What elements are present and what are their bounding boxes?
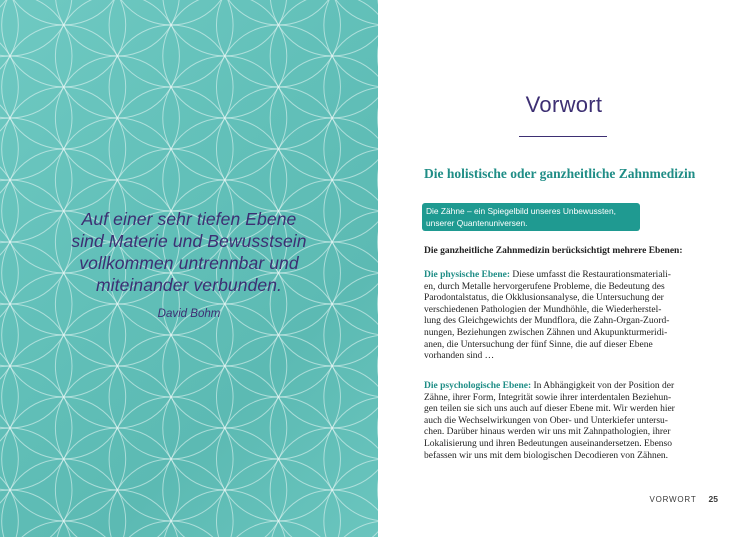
callout-box: Die Zähne – ein Spiegelbild unseres Unbewussten, unserer Quantenuniversen. [422,203,640,231]
term-physical-level: Die physische Ebene: [424,270,511,280]
footer-chapter-label: VORWORT [649,495,697,504]
right-page [378,0,750,537]
title-divider [519,136,607,137]
section-heading: Die holistische oder ganzheitliche Zahnmedizin [424,166,696,181]
paragraph-physical-text: Diese umfasst die Restaurationsmateriali- en, durch Metalle hervorgerufene Probleme, die Bedeutung des Parodontalstatus, die Okklusionsanalyse, die Untersuchung der verschiedenen Pathologien der Mundhöhle, die Wiederherstel- lung des Gleichgewichts der Mundflora, die Zahn-Organ-Zuord- nungen, Beziehungen zwischen Zähnen und Akupunkturmeridi- anen, die Untersuchung der fünf Sinne, die auf dieser Ebene vorhanden sind … [424,270,671,362]
chapter-title: Vorwort [525,92,603,117]
quote-text: Auf einer sehr tiefen Ebene sind Materie und Bewusstsein vollkommen untrennbar und miteinander verbunden. [71,209,307,295]
lead-paragraph: Die ganzheitliche Zahnmedizin berücksichtigt mehrere Ebenen: [424,246,683,256]
term-psychological-level: Die psychologische Ebene: [424,381,532,391]
page-number: 25 [708,494,718,504]
paragraph-psychological-text: In Abhängigkeit von der Position der Zähne, ihrer Form, Integrität sowie ihrer interdentalen Beziehun- gen teilen sie sich uns auch auf dieser Ebene mit. Wir werden hier auch die Wechselwirkungen von Ober- und Unterkiefer untersu- chen. Darüber hinaus werden wir uns mit Zahnpathologien, ihrer Lokalisierung und ihren Bedeutungen auseinandersetzen. Ebenso befassen wir uns mit dem biologischen Decodieren von Zähnen. [424,381,675,461]
quote-author: David Bohm [157,308,221,320]
quote-block [0,208,378,320]
paragraph-psychological-level [424,381,708,462]
paragraph-physical-level [424,270,708,363]
page-footer [649,494,718,504]
